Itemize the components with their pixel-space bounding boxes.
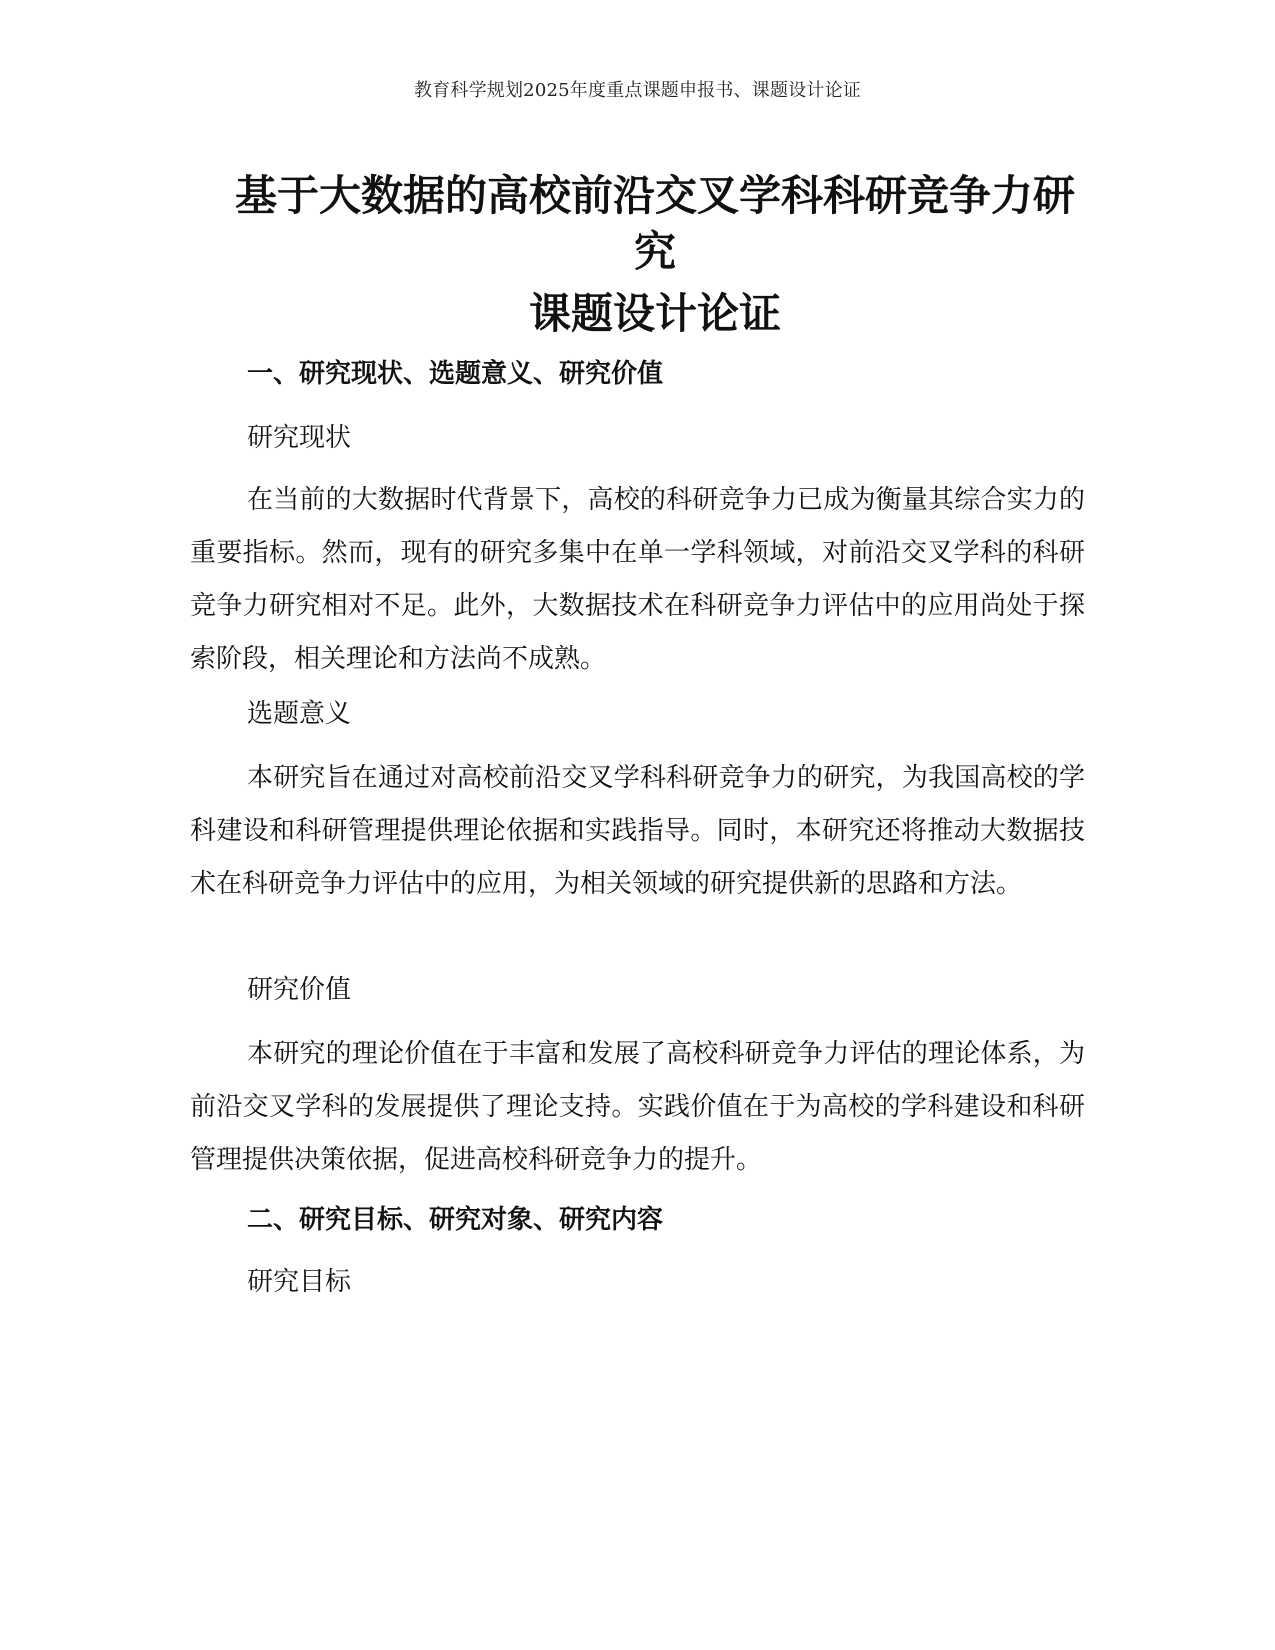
subsection-label: 选题意义 [247, 699, 352, 729]
paragraph: 在当前的大数据时代背景下，高校的科研竞争力已成为衡量其综合实力的重要指标。然而，现有的研究多集中在单一学科领域，对前沿交叉学科的科研竞争力研究相对不足。此外，大数据技术在科研竞争力评估中的应用尚处于探索阶段，相关理论和方法尚不成熟。 [190, 485, 1085, 674]
paragraph: 本研究的理论价值在于丰富和发展了高校科研竞争力评估的理论体系，为前沿交叉学科的发展提供了理论支持。实践价值在于为高校的学科建设和科研管理提供决策依据，促进高校科研竞争力的提升。 [190, 1039, 1085, 1175]
running-header: 教育科学规划2025年度重点课题申报书、课题设计论证 [413, 80, 861, 101]
document-subtitle: 课题设计论证 [528, 289, 781, 338]
section-heading: 一、研究现状、选题意义、研究价值 [247, 359, 664, 389]
subsection-label: 研究现状 [247, 423, 352, 453]
subsection-label: 研究目标 [247, 1267, 352, 1297]
paragraph: 本研究旨在通过对高校前沿交叉学科科研竞争力的研究，为我国高校的学科建设和科研管理提供理论依据和实践指导。同时，本研究还将推动大数据技术在科研竞争力评估中的应用，为相关领域的研究提供新的思路和方法。 [190, 763, 1085, 899]
document-title: 基于大数据的高校前沿交叉学科科研竞争力研究 [235, 171, 1076, 276]
subsection-label: 研究价值 [247, 975, 352, 1005]
section-heading: 二、研究目标、研究对象、研究内容 [247, 1205, 664, 1235]
